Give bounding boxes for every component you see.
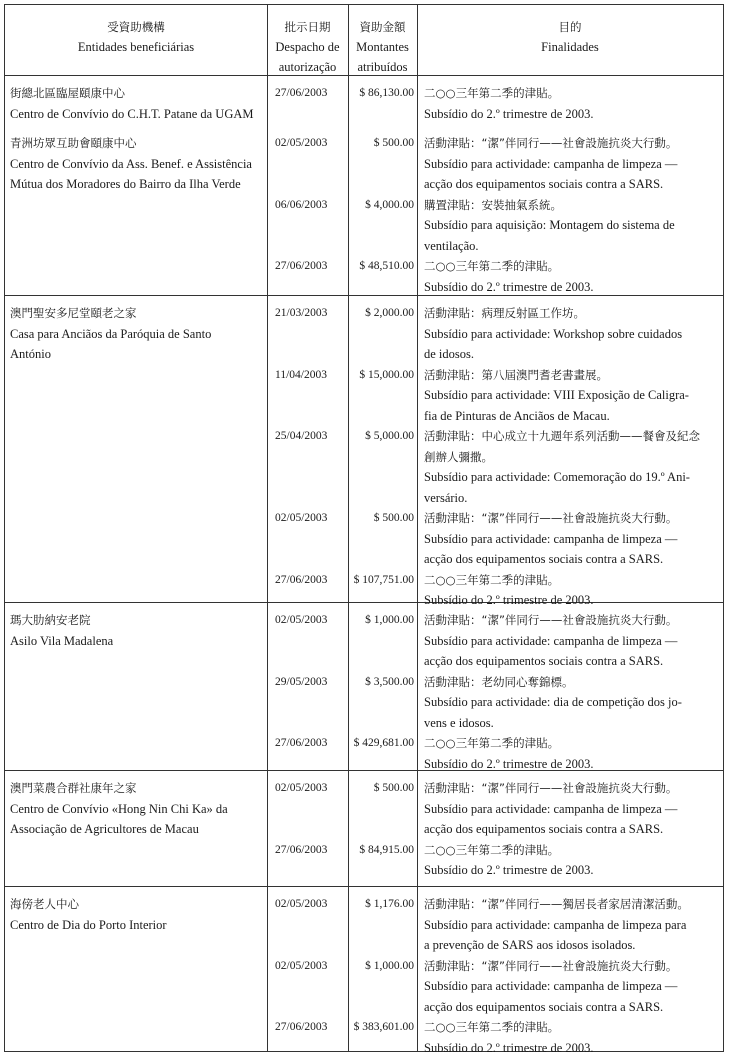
- approval-date: 02/05/2003: [275, 610, 327, 631]
- approval-date: 21/03/2003: [275, 303, 327, 324]
- purpose-line: 二○○三年第二季的津貼。: [424, 83, 559, 104]
- header-date-zh: 批示日期: [267, 17, 348, 37]
- purpose-line: Subsídio para actividade: Comemoração do 19.º Ani-: [424, 467, 690, 488]
- purpose-line: Subsídio para actividade: campanha de limpeza —: [424, 529, 677, 550]
- purpose-line: 二○○三年第二季的津貼。: [424, 733, 559, 754]
- purpose-line: acção dos equipamentos sociais contra a SARS.: [424, 651, 663, 672]
- entity-name-line: Centro de Convívio da Ass. Benef. e Assistência: [10, 154, 252, 175]
- approval-date: 02/05/2003: [275, 956, 327, 977]
- purpose-line: a prevenção de SARS aos idosos isolados.: [424, 935, 635, 956]
- approval-date: 02/05/2003: [275, 894, 327, 915]
- purpose-line: 創辦人彌撒。: [424, 447, 493, 468]
- purpose-line: 活動津貼：第八屆澳門耆老書畫展。: [424, 365, 608, 386]
- purpose-line: 購置津貼：安裝抽氣系統。: [424, 195, 562, 216]
- subsidy-table: [4, 4, 724, 1052]
- approval-date: 27/06/2003: [275, 83, 327, 104]
- purpose-line: Subsídio do 2.º trimestre de 2003.: [424, 1038, 594, 1058]
- purpose-line: Subsídio do 2.º trimestre de 2003.: [424, 860, 594, 881]
- approval-date: 27/06/2003: [275, 733, 327, 754]
- purpose-line: 二○○三年第二季的津貼。: [424, 1017, 559, 1038]
- entity-name-line: 街總北區臨屋頤康中心: [10, 83, 125, 104]
- entity-name-line: Centro de Convívio do C.H.T. Patane da UGAM: [10, 104, 254, 125]
- column-divider: [267, 5, 268, 1051]
- subsidy-amount: $ 2,000.00: [365, 303, 414, 324]
- purpose-line: acção dos equipamentos sociais contra a SARS.: [424, 819, 663, 840]
- entity-name-line: Centro de Convívio «Hong Nin Chi Ka» da: [10, 799, 228, 820]
- row-divider: [5, 75, 723, 76]
- row-divider: [5, 602, 723, 603]
- purpose-line: Subsídio do 2.º trimestre de 2003.: [424, 590, 594, 611]
- purpose-line: 二○○三年第二季的津貼。: [424, 840, 559, 861]
- header-entity-zh: 受資助機構: [5, 17, 267, 37]
- approval-date: 27/06/2003: [275, 1017, 327, 1038]
- purpose-line: 活動津貼：“潔”伴同行——獨居長者家居清潔活動。: [424, 894, 689, 915]
- purpose-line: 二○○三年第二季的津貼。: [424, 256, 559, 277]
- subsidy-amount: $ 1,176.00: [365, 894, 414, 915]
- purpose-line: vens e idosos.: [424, 713, 494, 734]
- header-date-pt2: autorização: [267, 57, 348, 77]
- header-amount-zh: 資助金額: [348, 17, 417, 37]
- purpose-line: Subsídio para actividade: campanha de limpeza para: [424, 915, 686, 936]
- approval-date: 27/06/2003: [275, 570, 327, 591]
- subsidy-amount: $ 500.00: [374, 778, 414, 799]
- purpose-line: 二○○三年第二季的津貼。: [424, 570, 559, 591]
- purpose-line: 活動津貼：“潔”伴同行——社會設施抗炎大行動。: [424, 133, 677, 154]
- purpose-line: Subsídio do 2.º trimestre de 2003.: [424, 277, 594, 298]
- row-divider: [5, 886, 723, 887]
- purpose-line: Subsídio para actividade: campanha de limpeza —: [424, 976, 677, 997]
- entity-name-line: António: [10, 344, 51, 365]
- purpose-line: Subsídio para actividade: campanha de limpeza —: [424, 799, 677, 820]
- entity-name-line: 瑪大肋納安老院: [10, 610, 91, 631]
- entity-name-line: Associação de Agricultores de Macau: [10, 819, 199, 840]
- purpose-line: 活動津貼：“潔”伴同行——社會設施抗炎大行動。: [424, 508, 677, 529]
- entity-name-line: Mútua dos Moradores do Bairro da Ilha Verde: [10, 174, 241, 195]
- header-date-pt1: Despacho de: [267, 37, 348, 57]
- approval-date: 06/06/2003: [275, 195, 327, 216]
- purpose-line: Subsídio do 2.º trimestre de 2003.: [424, 754, 594, 775]
- header-entity-pt: Entidades beneficiárias: [5, 37, 267, 57]
- entity-name-line: 澳門聖安多尼堂頤老之家: [10, 303, 137, 324]
- subsidy-amount: $ 1,000.00: [365, 956, 414, 977]
- header-entity: [5, 17, 267, 57]
- entity-name-line: Asilo Vila Madalena: [10, 631, 113, 652]
- purpose-line: ventilação.: [424, 236, 479, 257]
- approval-date: 25/04/2003: [275, 426, 327, 447]
- purpose-line: Subsídio para aquisição: Montagem do sistema de: [424, 215, 675, 236]
- subsidy-amount: $ 107,751.00: [354, 570, 414, 591]
- header-amount-pt2: atribuídos: [348, 57, 417, 77]
- header-purpose-pt: Finalidades: [417, 37, 723, 57]
- purpose-line: acção dos equipamentos sociais contra a SARS.: [424, 549, 663, 570]
- subsidy-amount: $ 4,000.00: [365, 195, 414, 216]
- purpose-line: Subsídio para actividade: Workshop sobre cuidados: [424, 324, 682, 345]
- purpose-line: de idosos.: [424, 344, 474, 365]
- approval-date: 02/05/2003: [275, 508, 327, 529]
- purpose-line: 活動津貼：病理反射區工作坊。: [424, 303, 585, 324]
- header-date: [267, 17, 348, 77]
- purpose-line: fia de Pinturas de Anciãos de Macau.: [424, 406, 610, 427]
- subsidy-amount: $ 48,510.00: [359, 256, 414, 277]
- entity-name-line: 海傍老人中心: [10, 894, 79, 915]
- subsidy-amount: $ 500.00: [374, 133, 414, 154]
- entity-name-line: 青洲坊眾互助會頤康中心: [10, 133, 137, 154]
- approval-date: 27/06/2003: [275, 256, 327, 277]
- header-purpose-zh: 目的: [417, 17, 723, 37]
- subsidy-amount: $ 1,000.00: [365, 610, 414, 631]
- subsidy-amount: $ 383,601.00: [354, 1017, 414, 1038]
- purpose-line: versário.: [424, 488, 467, 509]
- column-divider: [348, 5, 349, 1051]
- purpose-line: Subsídio do 2.º trimestre de 2003.: [424, 104, 594, 125]
- purpose-line: Subsídio para actividade: campanha de limpeza —: [424, 154, 677, 175]
- purpose-line: 活動津貼：“潔”伴同行——社會設施抗炎大行動。: [424, 956, 677, 977]
- entity-name-line: Casa para Anciãos da Paróquia de Santo: [10, 324, 211, 345]
- purpose-line: Subsídio para actividade: dia de competição dos jo-: [424, 692, 682, 713]
- purpose-line: 活動津貼：中心成立十九週年系列活動——餐會及紀念: [424, 426, 700, 447]
- header-purpose: [417, 17, 723, 57]
- row-divider: [5, 770, 723, 771]
- column-divider: [417, 5, 418, 1051]
- entity-name-line: 澳門菜農合群社康年之家: [10, 778, 137, 799]
- purpose-line: Subsídio para actividade: VIII Exposição de Caligra-: [424, 385, 689, 406]
- approval-date: 29/05/2003: [275, 672, 327, 693]
- purpose-line: 活動津貼：“潔”伴同行——社會設施抗炎大行動。: [424, 778, 677, 799]
- subsidy-amount: $ 15,000.00: [359, 365, 414, 386]
- purpose-line: Subsídio para actividade: campanha de limpeza —: [424, 631, 677, 652]
- entity-name-line: Centro de Dia do Porto Interior: [10, 915, 167, 936]
- purpose-line: acção dos equipamentos sociais contra a SARS.: [424, 997, 663, 1018]
- purpose-line: 活動津貼：老幼同心奪錦標。: [424, 672, 574, 693]
- subsidy-amount: $ 500.00: [374, 508, 414, 529]
- subsidy-amount: $ 5,000.00: [365, 426, 414, 447]
- row-divider: [5, 295, 723, 296]
- approval-date: 02/05/2003: [275, 133, 327, 154]
- approval-date: 11/04/2003: [275, 365, 327, 386]
- purpose-line: 活動津貼：“潔”伴同行——社會設施抗炎大行動。: [424, 610, 677, 631]
- approval-date: 02/05/2003: [275, 778, 327, 799]
- purpose-line: acção dos equipamentos sociais contra a SARS.: [424, 174, 663, 195]
- subsidy-amount: $ 429,681.00: [354, 733, 414, 754]
- header-amount: [348, 17, 417, 77]
- approval-date: 27/06/2003: [275, 840, 327, 861]
- subsidy-amount: $ 3,500.00: [365, 672, 414, 693]
- header-amount-pt1: Montantes: [348, 37, 417, 57]
- subsidy-amount: $ 86,130.00: [359, 83, 414, 104]
- subsidy-amount: $ 84,915.00: [359, 840, 414, 861]
